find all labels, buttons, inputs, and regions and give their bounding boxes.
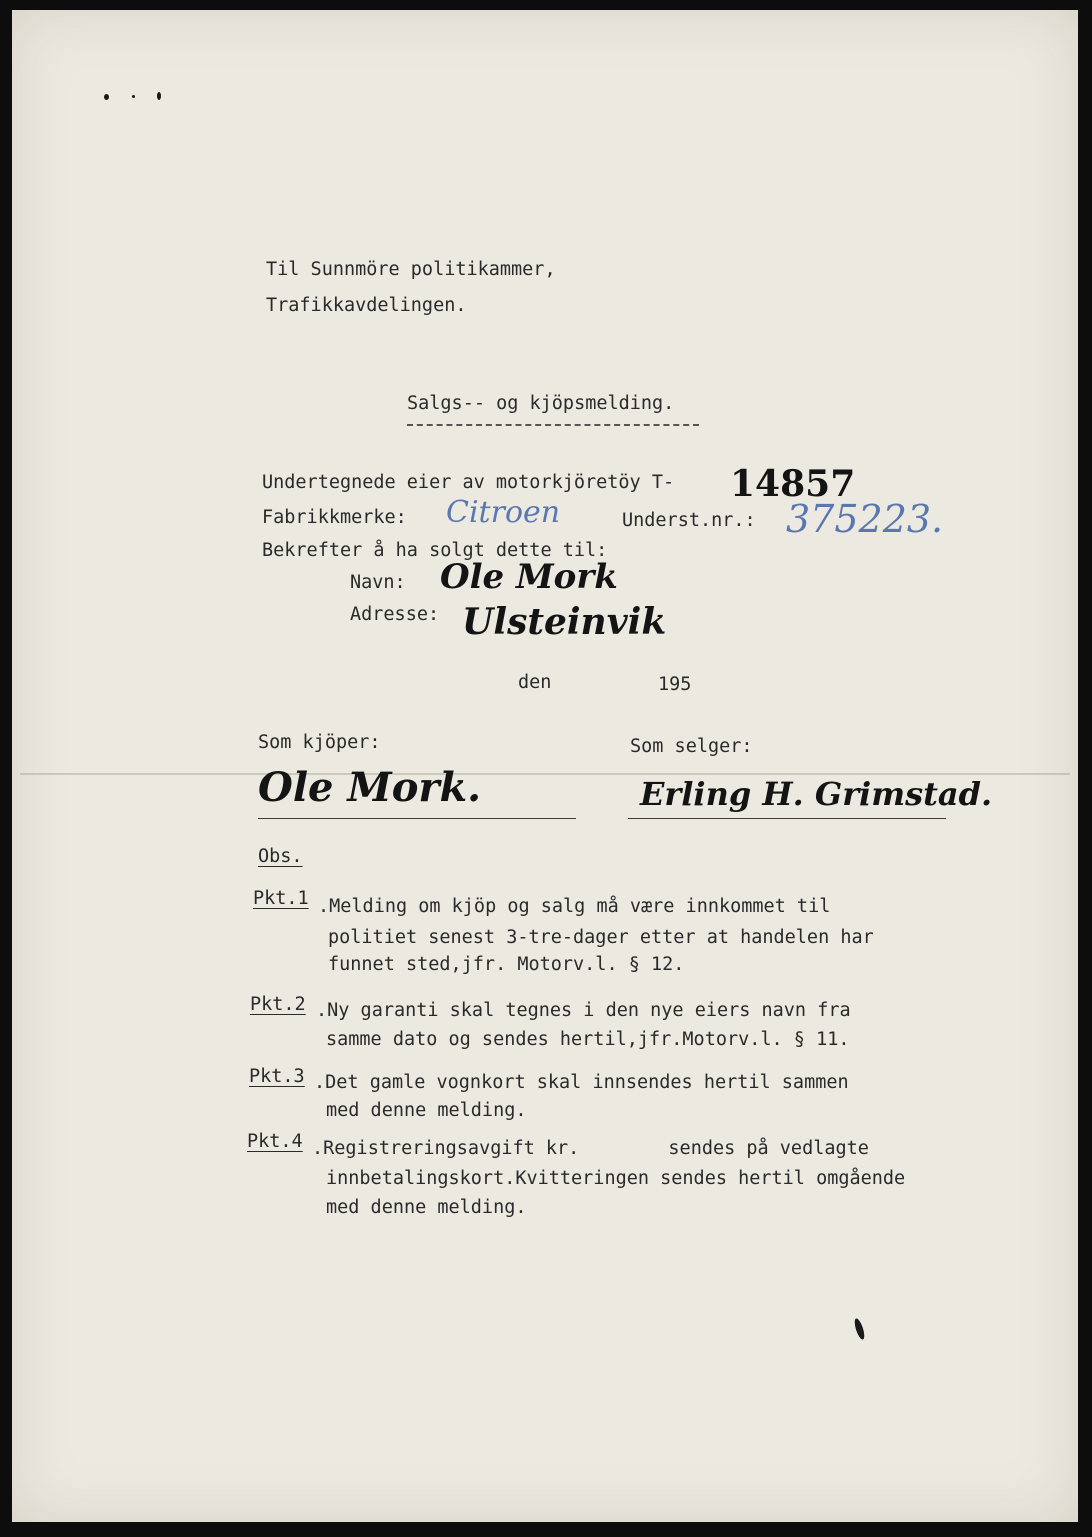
seller-signature: Erling H. Grimstad. (640, 775, 993, 813)
note-4-line-1: .Registreringsavgift kr. sendes på vedlagte (312, 1138, 869, 1159)
note-key-3: Pkt.3 (249, 1066, 305, 1087)
note-key-4: Pkt.4 (247, 1131, 303, 1152)
date-den: den (518, 672, 552, 693)
note-4-line-3: med denne melding. (326, 1197, 527, 1218)
seller-label: Som selger: (630, 736, 753, 757)
address-label: Adresse: (350, 604, 440, 625)
note-1-line-2: politiet senest 3-tre-dager etter at handelen har (328, 927, 874, 948)
note-3-line-2: med denne melding. (326, 1100, 527, 1121)
make-value: Citroen (446, 495, 561, 530)
addressee-line-1: Til Sunnmöre politikammer, (266, 259, 556, 280)
note-3-line-1: .Det gamle vognkort skal innsendes hertil sammen (314, 1072, 849, 1093)
ink-speck (157, 92, 161, 100)
note-2-line-2: samme dato og sendes hertil,jfr.Motorv.l. § 11. (326, 1029, 850, 1050)
buyer-name-value: Ole Mork (440, 557, 618, 597)
confirm-label: Bekrefter å ha solgt dette til: (262, 540, 608, 561)
note-1-line-3: funnet sted,jfr. Motorv.l. § 12. (328, 954, 685, 975)
document-title: Salgs-- og kjöpsmelding. (407, 393, 675, 414)
date-year: 195 (658, 674, 692, 695)
notes-heading: Obs. (258, 846, 303, 867)
note-2-line-1: .Ny garanti skal tegnes i den nye eiers navn fra (316, 1000, 851, 1021)
chassis-value: 375223. (786, 497, 944, 541)
note-key-2: Pkt.2 (250, 994, 306, 1015)
make-label: Fabrikkmerke: (262, 507, 407, 528)
addressee-line-2: Trafikkavdelingen. (266, 295, 467, 316)
ink-speck (104, 94, 109, 100)
buyer-signature-line (258, 818, 576, 819)
chassis-label: Underst.nr.: (622, 510, 756, 531)
name-label: Navn: (350, 572, 406, 593)
document-paper (12, 10, 1078, 1522)
note-4-line-2: innbetalingskort.Kvitteringen sendes hertil omgående (326, 1168, 906, 1189)
seller-signature-line (628, 818, 946, 819)
owner-label: Undertegnede eier av motorkjöretöy T- (262, 472, 675, 493)
title-underline (407, 424, 699, 426)
registration-number: 14857 (730, 463, 856, 505)
buyer-address-value: Ulsteinvik (462, 601, 667, 643)
note-key-1: Pkt.1 (253, 888, 309, 909)
buyer-label: Som kjöper: (258, 732, 381, 753)
ink-speck (132, 95, 135, 98)
note-1-line-1: .Melding om kjöp og salg må være innkommet til (318, 896, 831, 917)
buyer-signature: Ole Mork. (258, 764, 482, 811)
